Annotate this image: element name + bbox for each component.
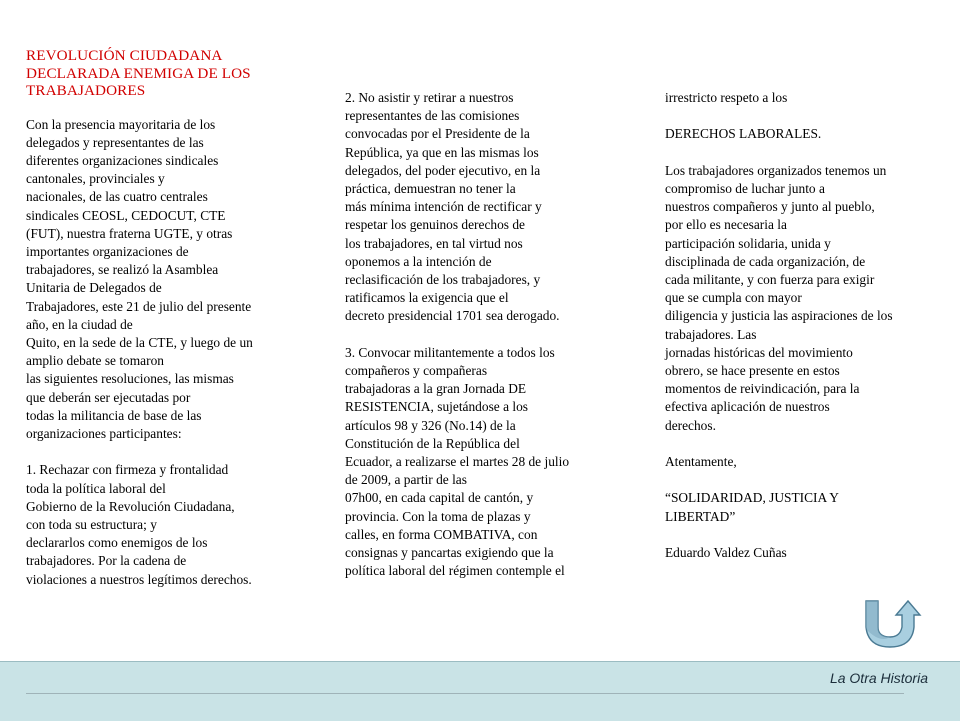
text-line: declararlos como enemigos de los — [26, 535, 208, 551]
text-line: violaciones a nuestros legítimos derechos. — [26, 571, 252, 587]
text-line: convocadas por el Presidente de la — [345, 126, 530, 142]
text-line: sindicales CEOSL, CEDOCUT, CTE — [26, 207, 226, 223]
text-line: (FUT), nuestra fraterna UGTE, y otras — [26, 225, 233, 241]
title-line: REVOLUCIÓN CIUDADANA — [26, 47, 223, 64]
paragraph-gap — [665, 526, 893, 544]
text-line: las siguientes resoluciones, las mismas — [26, 371, 234, 387]
text-line: importantes organizaciones de — [26, 243, 189, 259]
paragraph-gap — [665, 435, 893, 453]
text-line: todas la militancia de base de las — [26, 407, 202, 423]
text-line: representantes de las comisiones — [345, 108, 520, 124]
text-line: práctica, demuestran no tener la — [345, 181, 516, 197]
text-line: RESISTENCIA, sujetándose a los — [345, 399, 528, 415]
text-line: delegados, del poder ejecutivo, en la — [345, 162, 541, 178]
text-line: artículos 98 y 326 (No.14) de la — [345, 417, 516, 433]
text-line: los trabajadores, en tal virtud nos — [345, 235, 523, 251]
column-1 — [26, 47, 253, 589]
text-line: que deberán ser ejecutadas por — [26, 389, 191, 405]
text-line: año, en la ciudad de — [26, 316, 133, 332]
text-line: Con la presencia mayoritaria de los — [26, 116, 216, 132]
text-line: jornadas históricas del movimiento — [665, 344, 853, 360]
text-line: política laboral del régimen contemple el — [345, 563, 565, 579]
paragraph-gap — [665, 471, 893, 489]
footer-divider — [26, 693, 904, 694]
text-line: República, ya que en las mismas los — [345, 144, 539, 160]
text-line: irrestricto respeto a los — [665, 90, 788, 105]
paragraph-gap — [345, 326, 569, 344]
text-line: que se cumpla con mayor — [665, 290, 802, 306]
text-line: “SOLIDARIDAD, JUSTICIA Y — [665, 490, 839, 506]
text-line: delegados y representantes de las — [26, 134, 204, 150]
text-line: 07h00, en cada capital de cantón, y — [345, 490, 534, 506]
text-line: por ello es necesaria la — [665, 217, 787, 233]
column-3 — [665, 89, 893, 562]
paragraph-gap — [26, 443, 253, 461]
text-line: con toda su estructura; y — [26, 516, 157, 532]
paragraph-gap — [665, 144, 893, 162]
text-line: amplio debate se tomaron — [26, 353, 164, 369]
text-line: respetar los genuinos derechos de — [345, 217, 525, 233]
column-2-text — [345, 89, 569, 580]
text-line: participación solidaria, unida y — [665, 235, 831, 251]
return-arrow-icon[interactable] — [860, 597, 928, 649]
footer-bar — [0, 661, 960, 721]
text-line: oponemos a la intención de — [345, 253, 492, 269]
text-line: efectiva aplicación de nuestros — [665, 399, 830, 415]
text-line: decreto presidencial 1701 sea derogado. — [345, 308, 560, 324]
text-line: Unitaria de Delegados de — [26, 280, 162, 296]
column-2 — [345, 89, 569, 580]
text-line: 1. Rechazar con firmeza y frontalidad — [26, 462, 229, 478]
footer-title: La Otra Historia — [829, 670, 928, 686]
text-line: 3. Convocar militantemente a todos los — [345, 344, 555, 360]
text-line: trabajadores. Las — [665, 326, 757, 342]
text-line: Los trabajadores organizados tenemos un — [665, 162, 887, 178]
text-line: ratificamos la exigencia que el — [345, 290, 509, 306]
text-line: nacionales, de las cuatro centrales — [26, 189, 208, 205]
paragraph-gap — [665, 107, 893, 125]
text-line: DERECHOS LABORALES. — [665, 126, 822, 142]
text-line: Quito, en la sede de la CTE, y luego de un — [26, 334, 253, 350]
column-3-text — [665, 89, 893, 562]
column-1-text — [26, 116, 253, 589]
text-line: más mínima intención de rectificar y — [345, 199, 542, 215]
text-line: diferentes organizaciones sindicales — [26, 152, 219, 168]
article-title — [26, 47, 253, 100]
text-line: LIBERTAD” — [665, 508, 736, 524]
text-line: Eduardo Valdez Cuñas — [665, 545, 787, 560]
text-line: de 2009, a partir de las — [345, 472, 467, 488]
text-line: 2. No asistir y retirar a nuestros — [345, 90, 514, 105]
text-line: Atentamente, — [665, 454, 737, 470]
text-line: consignas y pancartas exigiendo que la — [345, 545, 554, 561]
text-line: Gobierno de la Revolución Ciudadana, — [26, 498, 235, 514]
text-line: momentos de reivindicación, para la — [665, 381, 860, 397]
text-line: organizaciones participantes: — [26, 425, 182, 441]
text-line: calles, en forma COMBATIVA, con — [345, 526, 538, 542]
title-line: TRABAJADORES — [26, 82, 146, 99]
text-line: cada militante, y con fuerza para exigir — [665, 272, 875, 287]
text-line: obrero, se hace presente en estos — [665, 363, 840, 379]
title-line: DECLARADA ENEMIGA DE LOS — [26, 64, 251, 82]
text-line: Ecuador, a realizarse el martes 28 de julio — [345, 454, 570, 470]
text-line: trabajadores, se realizó la Asamblea — [26, 262, 219, 278]
text-line: toda la política laboral del — [26, 480, 166, 496]
text-line: compañeros y compañeras — [345, 363, 488, 379]
text-line: Constitución de la República del — [345, 435, 520, 451]
text-line: trabajadoras a la gran Jornada DE — [345, 381, 527, 397]
text-line: nuestros compañeros y junto al pueblo, — [665, 199, 875, 215]
text-line: trabajadores. Por la cadena de — [26, 553, 187, 569]
text-line: disciplinada de cada organización, de — [665, 253, 866, 269]
text-line: reclasificación de los trabajadores, y — [345, 272, 541, 288]
text-line: provincia. Con la toma de plazas y — [345, 508, 531, 524]
text-line: derechos. — [665, 417, 716, 433]
text-line: diligencia y justicia las aspiraciones de los — [665, 308, 893, 324]
text-line: cantonales, provinciales y — [26, 171, 165, 187]
text-line: compromiso de luchar junto a — [665, 180, 825, 196]
text-line: Trabajadores, este 21 de julio del presente — [26, 298, 252, 314]
